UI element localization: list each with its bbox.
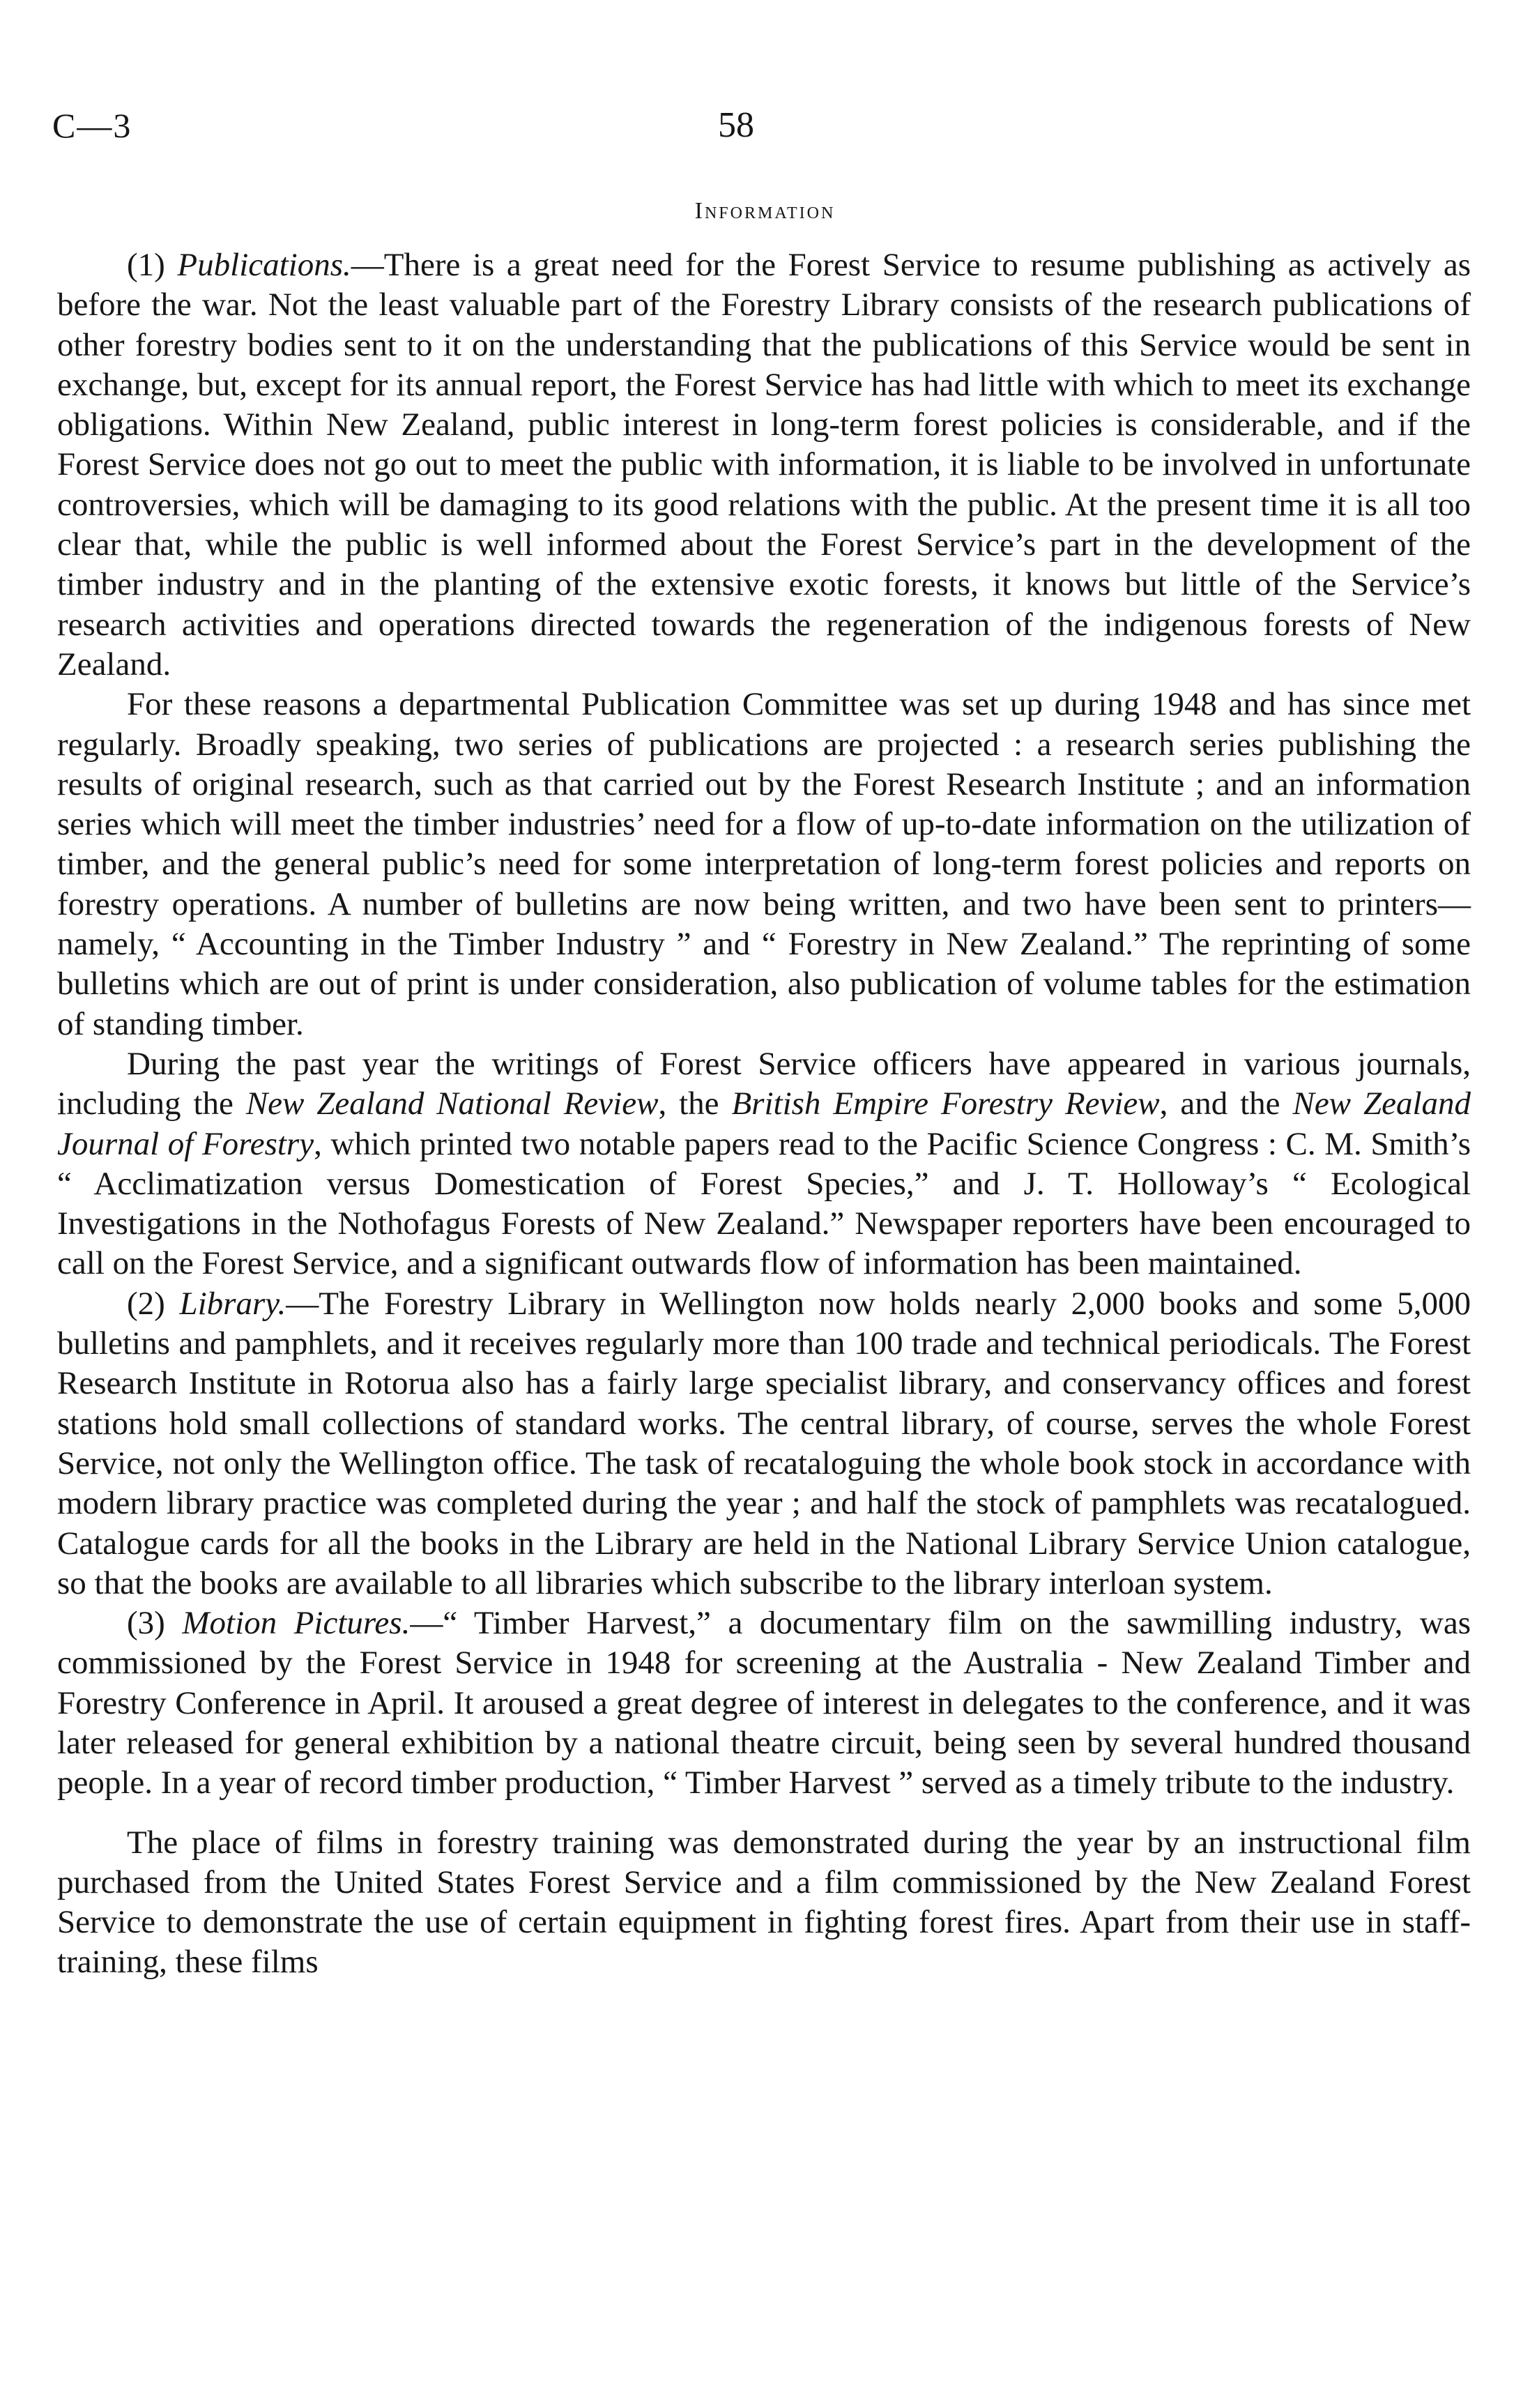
paragraph-text: During the past year the writings of Forest Service officers have appeared in various journals, including the [57, 1045, 1471, 1122]
run-in-heading-library: Library. [179, 1285, 286, 1322]
journal-title: British Empire Forestry Review [731, 1085, 1160, 1122]
paragraph-text: , the [658, 1085, 732, 1122]
journal-title: New Zealand Journal of Forestry [57, 1085, 1471, 1162]
paragraph-text: For these reasons a departmental Publication Committee was set up during 1948 and has since met regularly. Broadly speaking, two series of publications are projected : a research series publishing the results of original research, such as that carried out by the Forest Research Institute ; and an information series which will meet the timber industries’ need for a flow of up-to-date information on the utilization of timber, and the general public’s need for some interpretation of long-term forest policies and reports on forestry operations. A number of bulletins are now being written, and two have been sent to printers—namely, “ Accounting in the Timber Industry ” and “ Forestry in New Zealand.” The reprinting of some bulletins which are out of print is under consideration, also publication of volume tables for the estimation of standing timber. [57, 686, 1471, 1042]
paragraph-journal-writings [57, 1044, 1471, 1284]
paragraph-text: The place of films in forestry training was demonstrated during the year by an instructional film purchased from the United States Forest Service and a film commissioned by the New Zealand Forest Service to demonstrate the use of certain equipment in fighting forest fires. Apart from their use in staff-training, these films [57, 1824, 1471, 1981]
paragraph-films-training [57, 1823, 1471, 1983]
paragraph-publications [57, 245, 1471, 685]
paragraph-number: (3) [127, 1605, 165, 1642]
run-in-heading-motion-pictures: Motion Pictures. [182, 1605, 411, 1642]
body-text [57, 245, 1471, 1983]
paragraph-text: —There is a great need for the Forest Service to resume publishing as actively as before the war. Not the least valuable part of the Forestry Library consists of the research publications of other forestry bodies sent to it on the understanding that the publications of this Service would be sent in exchange, but, except for its annual report, the Forest Service has had little with which to meet its exchange obligations. Within New Zealand, public interest in long-term forest policies is considerable, and if the Forest Service does not go out to meet the public with information, it is liable to be involved in unfortunate controversies, which will be damaging to its good relations with the public. At the present time it is all too clear that, while the public is well informed about the Forest Service’s part in the development of the timber industry and in the planting of the extensive exotic forests, it knows but little of the Service’s research activities and operations directed towards the regeneration of the indigenous forests of New Zealand. [57, 247, 1471, 683]
paragraph-text: —“ Timber Harvest,” a documentary film on the sawmilling industry, was commissioned by the Forest Service in 1948 for screening at the Australia - New Zealand Timber and Forestry Conference in April. It aroused a great degree of interest in delegates to the conference, and it was later released for general exhibition by a national theatre circuit, being seen by several hundred thousand people. In a year of record timber production, “ Timber Harvest ” served as a timely tribute to the industry. [57, 1605, 1471, 1801]
paragraph-text: —The Forestry Library in Wellington now holds nearly 2,000 books and some 5,000 bulletins and pamphlets, and it receives regularly more than 100 trade and technical periodicals. The Forest Research Institute in Rotorua also has a fairly large specialist library, and conservancy offices and forest stations hold small collections of standard works. The central library, of course, serves the whole Forest Service, not only the Wellington office. The task of recataloguing the whole book stock in accordance with modern library practice was completed during the year ; and half the stock of pamphlets was recatalogued. Catalogue cards for all the books in the Library are held in the National Library Service Union catalogue, so that the books are available to all libraries which subscribe to the library interloan system. [57, 1285, 1471, 1601]
paragraph-number: (2) [127, 1285, 165, 1322]
paragraph-number: (1) [127, 247, 165, 283]
paragraph-publication-committee [57, 685, 1471, 1044]
page-number: 58 [718, 105, 754, 145]
paragraph-library [57, 1284, 1471, 1603]
parliamentary-paper-reference: C—3 [52, 106, 132, 145]
run-in-heading-publications: Publications. [177, 247, 351, 283]
paragraph-text: , and the [1159, 1085, 1293, 1122]
journal-title: New Zealand National Review [245, 1085, 659, 1122]
paragraph-text: , which printed two notable papers read to the Pacific Science Congress : C. M. Smith’s “ Acclimatization versus Domestication of Forest Species,” and J. T. Holloway’s “ Ecological Investigations in the Nothofagus Forests of New Zealand.” Newspaper reporters have been encouraged to call on the Forest Service, and a significant outwards flow of information has been maintained. [57, 1125, 1471, 1282]
section-title: Information [694, 198, 836, 224]
paragraph-motion-pictures [57, 1603, 1471, 1803]
